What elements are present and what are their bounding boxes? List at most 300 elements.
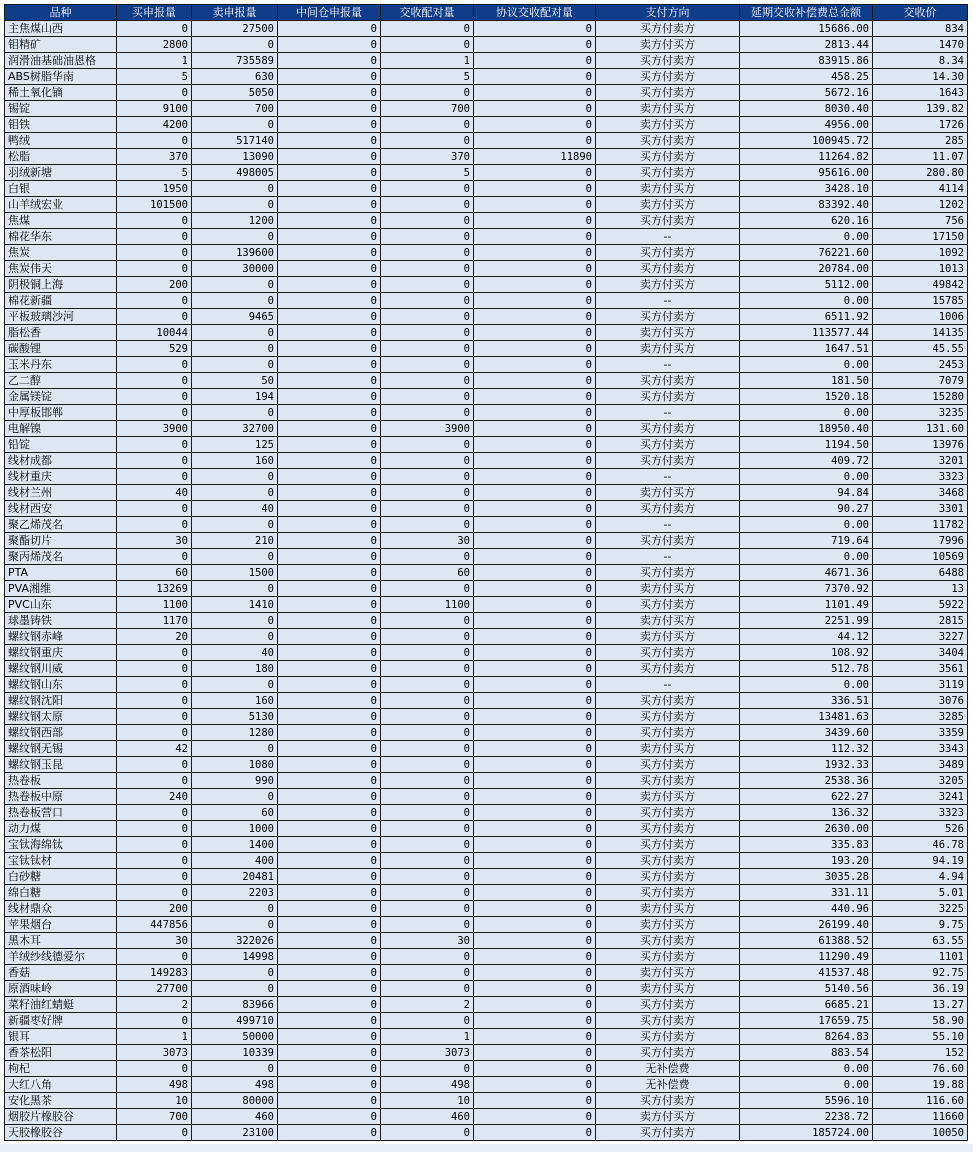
matched-qty: 0 (381, 213, 474, 229)
intermediate-qty: 0 (278, 773, 381, 789)
agreement-matched-qty: 0 (474, 341, 596, 357)
matched-qty: 0 (381, 261, 474, 277)
table-row (5, 549, 968, 565)
delivery-price: 46.78 (873, 837, 968, 853)
sell-qty: 2203 (192, 885, 278, 901)
delivery-price: 63.55 (873, 933, 968, 949)
agreement-matched-qty: 0 (474, 37, 596, 53)
compensation-total: 17659.75 (740, 1013, 873, 1029)
payment-direction: -- (596, 677, 740, 693)
agreement-matched-qty: 0 (474, 981, 596, 997)
sell-qty: 1080 (192, 757, 278, 773)
product-name: 螺纹钢无锡 (5, 741, 117, 757)
payment-direction: 卖方付买方 (596, 341, 740, 357)
compensation-total: 335.83 (740, 837, 873, 853)
sell-qty: 0 (192, 981, 278, 997)
matched-qty: 0 (381, 85, 474, 101)
delivery-price: 13 (873, 581, 968, 597)
buy-qty: 42 (117, 741, 192, 757)
payment-direction: 买方付卖方 (596, 1029, 740, 1045)
agreement-matched-qty: 0 (474, 901, 596, 917)
table-row (5, 965, 968, 981)
payment-direction: 卖方付买方 (596, 901, 740, 917)
table-row (5, 149, 968, 165)
agreement-matched-qty: 0 (474, 821, 596, 837)
intermediate-qty: 0 (278, 677, 381, 693)
payment-direction: 买方付卖方 (596, 309, 740, 325)
compensation-total: 8030.40 (740, 101, 873, 117)
buy-qty: 0 (117, 725, 192, 741)
product-name: 松脂 (5, 149, 117, 165)
matched-qty: 0 (381, 901, 474, 917)
delivery-price: 152 (873, 1045, 968, 1061)
compensation-total: 0.00 (740, 1061, 873, 1077)
product-name: 主焦煤山西 (5, 21, 117, 37)
payment-direction: 买方付卖方 (596, 869, 740, 885)
intermediate-qty: 0 (278, 53, 381, 69)
matched-qty: 5 (381, 69, 474, 85)
agreement-matched-qty: 0 (474, 453, 596, 469)
sell-qty: 20481 (192, 869, 278, 885)
compensation-total: 15686.00 (740, 21, 873, 37)
matched-qty: 0 (381, 373, 474, 389)
agreement-matched-qty: 0 (474, 357, 596, 373)
product-name: 聚乙烯茂名 (5, 517, 117, 533)
payment-direction: 卖方付买方 (596, 581, 740, 597)
intermediate-qty: 0 (278, 501, 381, 517)
payment-direction: 买方付卖方 (596, 53, 740, 69)
delivery-price: 14135 (873, 325, 968, 341)
compensation-total: 18950.40 (740, 421, 873, 437)
buy-qty: 5 (117, 165, 192, 181)
compensation-total: 181.50 (740, 373, 873, 389)
agreement-matched-qty: 0 (474, 853, 596, 869)
matched-qty: 0 (381, 325, 474, 341)
compensation-total: 13481.63 (740, 709, 873, 725)
product-name: 枸杞 (5, 1061, 117, 1077)
product-name: 阴极铜上海 (5, 277, 117, 293)
product-name: 宝钛海绵钛 (5, 837, 117, 853)
table-row (5, 181, 968, 197)
delivery-table (4, 4, 968, 1141)
delivery-price: 3201 (873, 453, 968, 469)
delivery-price: 17150 (873, 229, 968, 245)
intermediate-qty: 0 (278, 789, 381, 805)
agreement-matched-qty: 0 (474, 261, 596, 277)
agreement-matched-qty: 0 (474, 965, 596, 981)
compensation-total: 409.72 (740, 453, 873, 469)
agreement-matched-qty: 0 (474, 485, 596, 501)
payment-direction: -- (596, 405, 740, 421)
product-name: 钼精矿 (5, 37, 117, 53)
buy-qty: 1100 (117, 597, 192, 613)
compensation-total: 331.11 (740, 885, 873, 901)
agreement-matched-qty: 0 (474, 757, 596, 773)
intermediate-qty: 0 (278, 149, 381, 165)
payment-direction: 买方付卖方 (596, 389, 740, 405)
agreement-matched-qty: 0 (474, 69, 596, 85)
sell-qty: 194 (192, 389, 278, 405)
agreement-matched-qty: 0 (474, 677, 596, 693)
intermediate-qty: 0 (278, 485, 381, 501)
sell-qty: 50 (192, 373, 278, 389)
table-row (5, 837, 968, 853)
product-name: 平板玻璃沙河 (5, 309, 117, 325)
buy-qty: 0 (117, 405, 192, 421)
compensation-total: 0.00 (740, 1077, 873, 1093)
matched-qty: 0 (381, 805, 474, 821)
matched-qty: 0 (381, 869, 474, 885)
agreement-matched-qty: 0 (474, 933, 596, 949)
compensation-total: 61388.52 (740, 933, 873, 949)
compensation-total: 26199.40 (740, 917, 873, 933)
sell-qty: 1280 (192, 725, 278, 741)
sell-qty: 0 (192, 549, 278, 565)
payment-direction: 卖方付买方 (596, 37, 740, 53)
sell-qty: 0 (192, 181, 278, 197)
intermediate-qty: 0 (278, 261, 381, 277)
delivery-price: 7079 (873, 373, 968, 389)
sell-qty: 0 (192, 613, 278, 629)
buy-qty: 40 (117, 485, 192, 501)
product-name: 中厚板邯郸 (5, 405, 117, 421)
intermediate-qty: 0 (278, 949, 381, 965)
payment-direction: 买方付卖方 (596, 885, 740, 901)
matched-qty: 0 (381, 917, 474, 933)
agreement-matched-qty: 0 (474, 613, 596, 629)
intermediate-qty: 0 (278, 21, 381, 37)
table-row (5, 165, 968, 181)
table-row (5, 565, 968, 581)
delivery-price: 1470 (873, 37, 968, 53)
table-row (5, 629, 968, 645)
delivery-price: 10569 (873, 549, 968, 565)
table-row (5, 101, 968, 117)
delivery-price: 14.30 (873, 69, 968, 85)
matched-qty: 0 (381, 629, 474, 645)
sell-qty: 160 (192, 453, 278, 469)
delivery-price: 11660 (873, 1109, 968, 1125)
payment-direction: -- (596, 229, 740, 245)
table-row (5, 533, 968, 549)
matched-qty: 0 (381, 37, 474, 53)
compensation-total: 1647.51 (740, 341, 873, 357)
agreement-matched-qty: 0 (474, 1061, 596, 1077)
intermediate-qty: 0 (278, 709, 381, 725)
agreement-matched-qty: 0 (474, 725, 596, 741)
buy-qty: 0 (117, 1061, 192, 1077)
payment-direction: 买方付卖方 (596, 421, 740, 437)
delivery-price: 19.88 (873, 1077, 968, 1093)
delivery-price: 5.01 (873, 885, 968, 901)
product-name: 螺纹钢沈阳 (5, 693, 117, 709)
matched-qty: 0 (381, 789, 474, 805)
agreement-matched-qty: 0 (474, 1029, 596, 1045)
payment-direction: 买方付卖方 (596, 597, 740, 613)
buy-qty: 30 (117, 533, 192, 549)
agreement-matched-qty: 0 (474, 245, 596, 261)
buy-qty: 0 (117, 677, 192, 693)
payment-direction: 卖方付买方 (596, 629, 740, 645)
compensation-total: 108.92 (740, 645, 873, 661)
table-row (5, 485, 968, 501)
agreement-matched-qty: 0 (474, 325, 596, 341)
matched-qty: 0 (381, 277, 474, 293)
buy-qty: 529 (117, 341, 192, 357)
agreement-matched-qty: 0 (474, 645, 596, 661)
matched-qty: 0 (381, 133, 474, 149)
delivery-price: 3404 (873, 645, 968, 661)
agreement-matched-qty: 0 (474, 101, 596, 117)
matched-qty: 2 (381, 997, 474, 1013)
sell-qty: 400 (192, 853, 278, 869)
matched-qty: 0 (381, 1125, 474, 1141)
table-row (5, 37, 968, 53)
table-row (5, 1077, 968, 1093)
agreement-matched-qty: 0 (474, 373, 596, 389)
delivery-price: 3323 (873, 805, 968, 821)
buy-qty: 0 (117, 309, 192, 325)
delivery-price: 3225 (873, 901, 968, 917)
matched-qty: 1 (381, 53, 474, 69)
agreement-matched-qty: 0 (474, 85, 596, 101)
delivery-price: 58.90 (873, 1013, 968, 1029)
agreement-matched-qty: 0 (474, 693, 596, 709)
payment-direction: 卖方付买方 (596, 917, 740, 933)
agreement-matched-qty: 0 (474, 805, 596, 821)
table-row (5, 437, 968, 453)
col-header-payment-direction: 支付方向 (596, 5, 740, 21)
product-name: 焦煤 (5, 213, 117, 229)
matched-qty: 0 (381, 437, 474, 453)
payment-direction: 买方付卖方 (596, 133, 740, 149)
agreement-matched-qty: 0 (474, 709, 596, 725)
intermediate-qty: 0 (278, 917, 381, 933)
table-row (5, 1061, 968, 1077)
buy-qty: 200 (117, 277, 192, 293)
product-name: 脂松香 (5, 325, 117, 341)
product-name: 螺纹钢玉昆 (5, 757, 117, 773)
buy-qty: 1170 (117, 613, 192, 629)
matched-qty: 0 (381, 709, 474, 725)
product-name: 线材鼎众 (5, 901, 117, 917)
buy-qty: 2 (117, 997, 192, 1013)
buy-qty: 9100 (117, 101, 192, 117)
buy-qty: 0 (117, 949, 192, 965)
intermediate-qty: 0 (278, 597, 381, 613)
intermediate-qty: 0 (278, 357, 381, 373)
agreement-matched-qty: 0 (474, 533, 596, 549)
table-row (5, 645, 968, 661)
compensation-total: 5672.16 (740, 85, 873, 101)
delivery-price: 2815 (873, 613, 968, 629)
agreement-matched-qty: 0 (474, 309, 596, 325)
sell-qty: 0 (192, 517, 278, 533)
sell-qty: 700 (192, 101, 278, 117)
intermediate-qty: 0 (278, 581, 381, 597)
agreement-matched-qty: 0 (474, 437, 596, 453)
product-name: 烟胶片橡胶谷 (5, 1109, 117, 1125)
payment-direction: 买方付卖方 (596, 645, 740, 661)
intermediate-qty: 0 (278, 853, 381, 869)
delivery-price: 8.34 (873, 53, 968, 69)
intermediate-qty: 0 (278, 245, 381, 261)
delivery-price: 4.94 (873, 869, 968, 885)
buy-qty: 0 (117, 885, 192, 901)
buy-qty: 0 (117, 213, 192, 229)
sell-qty: 0 (192, 581, 278, 597)
intermediate-qty: 0 (278, 197, 381, 213)
compensation-total: 5112.00 (740, 277, 873, 293)
delivery-price: 526 (873, 821, 968, 837)
compensation-total: 2630.00 (740, 821, 873, 837)
delivery-price: 15785 (873, 293, 968, 309)
agreement-matched-qty: 0 (474, 229, 596, 245)
intermediate-qty: 0 (278, 997, 381, 1013)
table-row (5, 197, 968, 213)
agreement-matched-qty: 0 (474, 181, 596, 197)
product-name: 焦炭 (5, 245, 117, 261)
buy-qty: 0 (117, 869, 192, 885)
intermediate-qty: 0 (278, 805, 381, 821)
delivery-price: 45.55 (873, 341, 968, 357)
buy-qty: 0 (117, 693, 192, 709)
buy-qty: 0 (117, 453, 192, 469)
product-name: 螺纹钢西部 (5, 725, 117, 741)
compensation-total: 2251.99 (740, 613, 873, 629)
buy-qty: 0 (117, 245, 192, 261)
sell-qty: 13090 (192, 149, 278, 165)
sell-qty: 0 (192, 277, 278, 293)
intermediate-qty: 0 (278, 565, 381, 581)
agreement-matched-qty: 0 (474, 293, 596, 309)
compensation-total: 4671.36 (740, 565, 873, 581)
sell-qty: 1410 (192, 597, 278, 613)
compensation-total: 719.64 (740, 533, 873, 549)
delivery-price: 55.10 (873, 1029, 968, 1045)
payment-direction: 买方付卖方 (596, 1125, 740, 1141)
product-name: 铅锭 (5, 437, 117, 453)
delivery-price: 756 (873, 213, 968, 229)
compensation-total: 0.00 (740, 469, 873, 485)
table-row (5, 741, 968, 757)
compensation-total: 100945.72 (740, 133, 873, 149)
buy-qty: 27700 (117, 981, 192, 997)
matched-qty: 0 (381, 293, 474, 309)
table-row (5, 453, 968, 469)
matched-qty: 0 (381, 405, 474, 421)
product-name: 绵白糖 (5, 885, 117, 901)
table-row (5, 405, 968, 421)
delivery-price: 36.19 (873, 981, 968, 997)
buy-qty: 0 (117, 293, 192, 309)
table-row (5, 501, 968, 517)
table-row (5, 613, 968, 629)
table-row (5, 773, 968, 789)
table-row (5, 53, 968, 69)
matched-qty: 0 (381, 1013, 474, 1029)
compensation-total: 3035.28 (740, 869, 873, 885)
delivery-price: 3241 (873, 789, 968, 805)
matched-qty: 0 (381, 501, 474, 517)
delivery-price: 13.27 (873, 997, 968, 1013)
intermediate-qty: 0 (278, 981, 381, 997)
table-row (5, 821, 968, 837)
payment-direction: 卖方付买方 (596, 197, 740, 213)
matched-qty: 0 (381, 949, 474, 965)
matched-qty: 1 (381, 1029, 474, 1045)
compensation-total: 113577.44 (740, 325, 873, 341)
compensation-total: 20784.00 (740, 261, 873, 277)
agreement-matched-qty: 0 (474, 1013, 596, 1029)
compensation-total: 185724.00 (740, 1125, 873, 1141)
product-name: 银耳 (5, 1029, 117, 1045)
product-name: 螺纹钢太原 (5, 709, 117, 725)
compensation-total: 95616.00 (740, 165, 873, 181)
table-row (5, 1013, 968, 1029)
delivery-price: 76.60 (873, 1061, 968, 1077)
delivery-price: 15280 (873, 389, 968, 405)
intermediate-qty: 0 (278, 1093, 381, 1109)
buy-qty: 0 (117, 21, 192, 37)
buy-qty: 149283 (117, 965, 192, 981)
payment-direction: 无补偿费 (596, 1077, 740, 1093)
agreement-matched-qty: 0 (474, 565, 596, 581)
agreement-matched-qty: 0 (474, 581, 596, 597)
payment-direction: 买方付卖方 (596, 757, 740, 773)
sell-qty: 0 (192, 965, 278, 981)
payment-direction: 卖方付买方 (596, 117, 740, 133)
product-name: 螺纹钢重庆 (5, 645, 117, 661)
table-row (5, 1109, 968, 1125)
sell-qty: 517140 (192, 133, 278, 149)
sell-qty: 23100 (192, 1125, 278, 1141)
compensation-total: 440.96 (740, 901, 873, 917)
buy-qty: 3073 (117, 1045, 192, 1061)
payment-direction: -- (596, 469, 740, 485)
payment-direction: 买方付卖方 (596, 773, 740, 789)
product-name: 羽绒新塘 (5, 165, 117, 181)
intermediate-qty: 0 (278, 549, 381, 565)
matched-qty: 5 (381, 165, 474, 181)
compensation-total: 7370.92 (740, 581, 873, 597)
agreement-matched-qty: 0 (474, 117, 596, 133)
table-row (5, 853, 968, 869)
product-name: 香茶松阳 (5, 1045, 117, 1061)
table-row (5, 949, 968, 965)
compensation-total: 883.54 (740, 1045, 873, 1061)
sell-qty: 0 (192, 469, 278, 485)
intermediate-qty: 0 (278, 517, 381, 533)
product-name: PVC山东 (5, 597, 117, 613)
agreement-matched-qty: 0 (474, 837, 596, 853)
compensation-total: 0.00 (740, 405, 873, 421)
agreement-matched-qty: 0 (474, 549, 596, 565)
agreement-matched-qty: 0 (474, 197, 596, 213)
buy-qty: 1 (117, 53, 192, 69)
table-row (5, 981, 968, 997)
delivery-price: 3561 (873, 661, 968, 677)
agreement-matched-qty: 0 (474, 1125, 596, 1141)
matched-qty: 370 (381, 149, 474, 165)
compensation-total: 0.00 (740, 549, 873, 565)
table-row (5, 517, 968, 533)
sell-qty: 5050 (192, 85, 278, 101)
intermediate-qty: 0 (278, 133, 381, 149)
delivery-price: 13976 (873, 437, 968, 453)
payment-direction: 卖方付买方 (596, 485, 740, 501)
sell-qty: 1400 (192, 837, 278, 853)
